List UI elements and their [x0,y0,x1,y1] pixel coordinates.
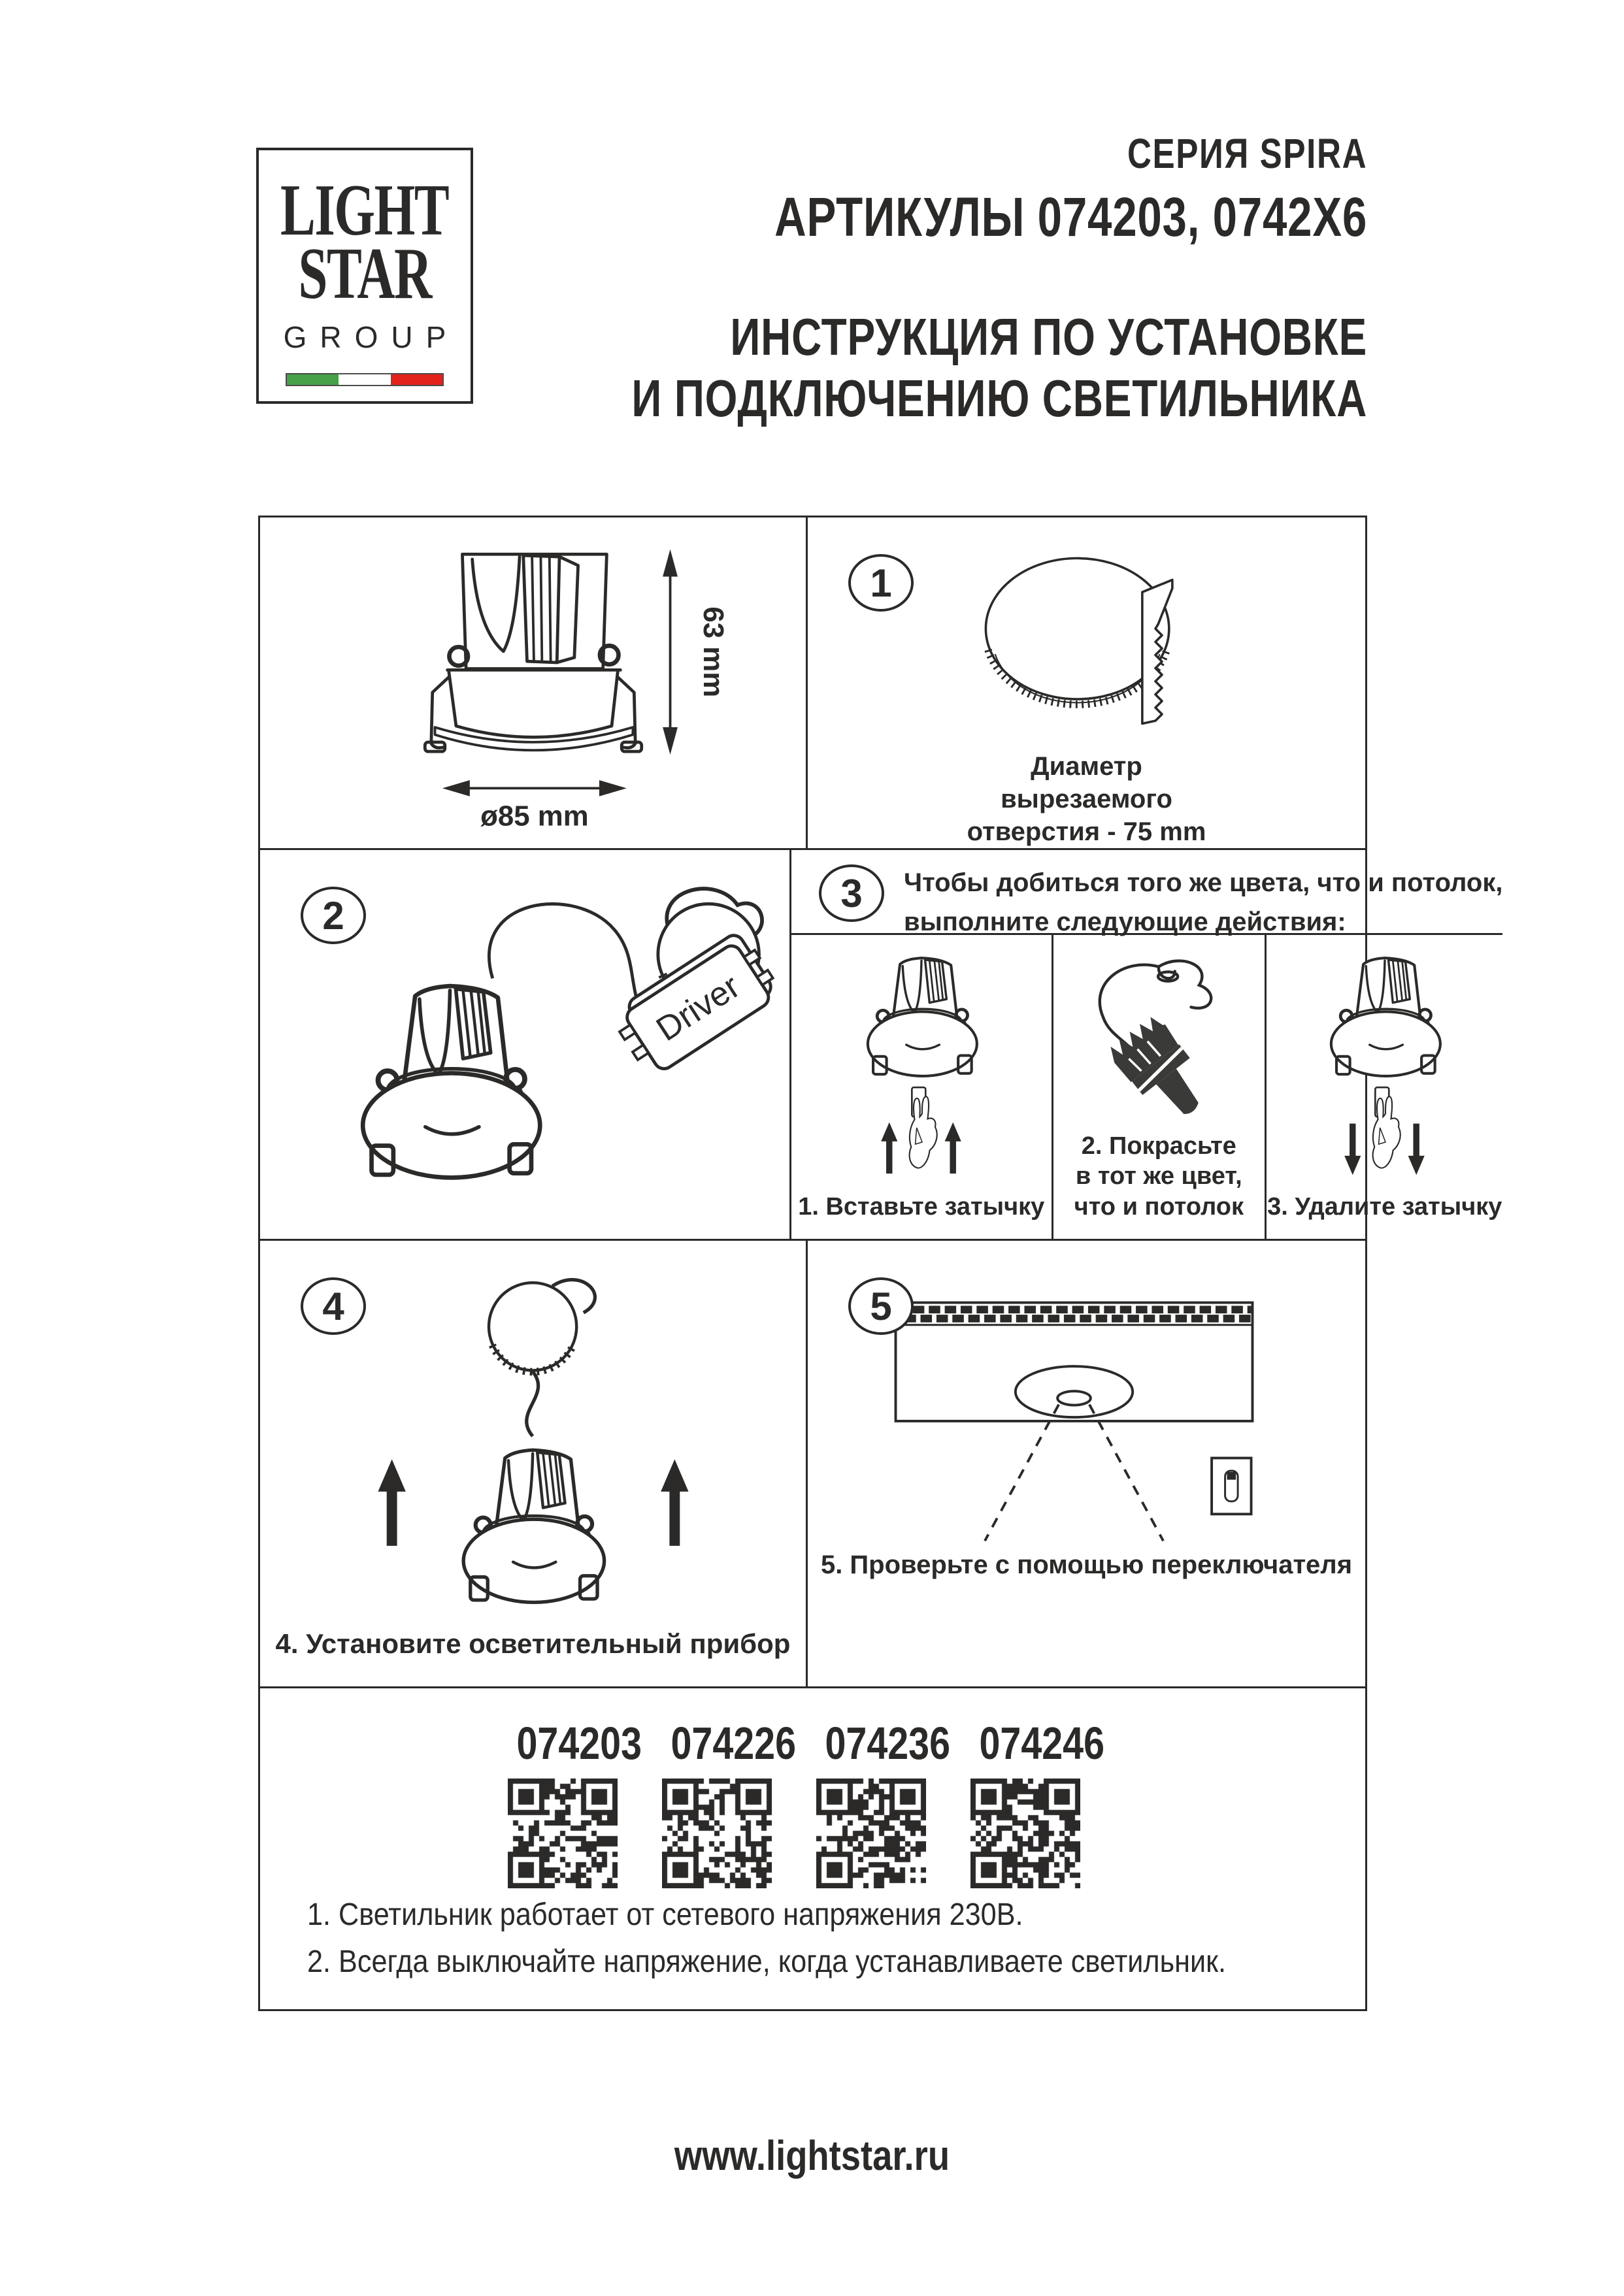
step3-intro: Чтобы добиться того же цвета, что и потолок, выполните следующие действия: [904,868,1503,936]
step5-number-badge: 5 [848,1277,914,1335]
qr-item [506,1717,642,1892]
saw-blade-icon [1142,580,1172,723]
lamp-hole [1057,1391,1091,1405]
footer-url: www.lightstar.ru [674,2132,950,2179]
step4-number-badge: 4 [301,1277,366,1335]
light-beam [1089,1405,1163,1541]
cable-line [489,904,646,1021]
qr-code [508,1779,618,1888]
step5-caption: 5. Проверьте с помощью переключателя [820,1550,1353,1579]
substep1-caption: 1. Вставьте затычку [798,1192,1045,1221]
substep-paint [1053,935,1267,1239]
wall-switch-icon [1212,1458,1251,1515]
brand-word-star: STAR [298,233,431,315]
footer [0,2131,1624,2180]
qr-code [816,1779,926,1888]
substep-remove-plug [1267,935,1502,1239]
step3-header [791,850,1502,935]
flag-green [287,374,339,385]
italy-flag-icon [286,373,444,386]
fixture-front-view-icon [272,529,795,834]
step1-number-badge: 1 [848,554,914,612]
substep2-caption: 2. Покрасьте в тот же цвет, что и потолок [1074,1132,1244,1221]
qr-code [970,1779,1080,1888]
articles-title: АРТИКУЛЫ 074203, 0742X6 [774,186,1367,248]
panel-dimensions [260,517,808,848]
height-dimension-label: 63 mm [697,606,729,698]
brush-icon [1104,1011,1218,1128]
instruction-title-line2: И ПОДКЛЮЧЕНИЮ СВЕТИЛЬНИКА [631,369,1367,428]
arrow-up-icon [661,1459,688,1545]
fixture-icon [1317,945,1452,1084]
panel-step5 [808,1241,1365,1686]
substep3-caption: 3. Удалите затычку [1267,1192,1502,1221]
arrow-up-icon [378,1459,405,1545]
cutout-hole-saw-icon [878,549,1296,746]
qr-label: 074236 [825,1718,951,1769]
title-block [448,129,1367,430]
hand-insert-plug-icon [880,1085,963,1191]
panel-step2 [260,850,791,1239]
panel-step1 [808,517,1365,848]
series-title: СЕРИЯ SPIRA [1127,130,1367,177]
qr-item [815,1717,951,1892]
substep-insert-plug [791,935,1053,1239]
note-line: 2. Всегда выключайте напряжение, когда устанавливаете светильник. [307,1944,1226,1979]
instruction-grid [258,516,1503,2011]
qr-item [661,1717,797,1892]
cable-line [526,1371,538,1436]
diameter-dimension-label: ø85 mm [480,800,589,832]
qr-section [260,1688,1328,2009]
step3-number-badge: 3 [819,864,884,922]
step2-number-badge: 2 [301,887,366,944]
brand-word-light: LIGHT [280,170,449,251]
panel-step4 [260,1241,808,1686]
qr-label: 074246 [979,1718,1105,1769]
qr-item [969,1717,1105,1892]
qr-label: 074203 [516,1718,642,1769]
flag-red [391,374,442,385]
brand-word-group: GROUP [283,320,459,354]
brand-logo [256,148,473,404]
step1-caption: Диаметр вырезаемого отверстия - 75 mm [967,752,1206,846]
canopy-icon [489,1280,595,1372]
safety-notes [307,1892,1226,1986]
instruction-title-line1: ИНСТРУКЦИЯ ПО УСТАНОВКЕ [730,308,1367,366]
note-line: 1. Светильник работает от сетевого напряжения 230В. [307,1897,1023,1932]
qr-label: 074226 [671,1718,797,1769]
panel-step3 [791,850,1502,1239]
hand-remove-plug-icon [1344,1085,1426,1191]
fixture-icon [854,945,989,1084]
light-beam [985,1405,1059,1541]
driver-label: Driver [650,967,747,1049]
paintbrush-icon [1084,949,1234,1128]
qr-code [662,1779,772,1888]
flag-white [339,374,390,385]
step4-caption: 4. Установите осветительный прибор [275,1628,791,1659]
